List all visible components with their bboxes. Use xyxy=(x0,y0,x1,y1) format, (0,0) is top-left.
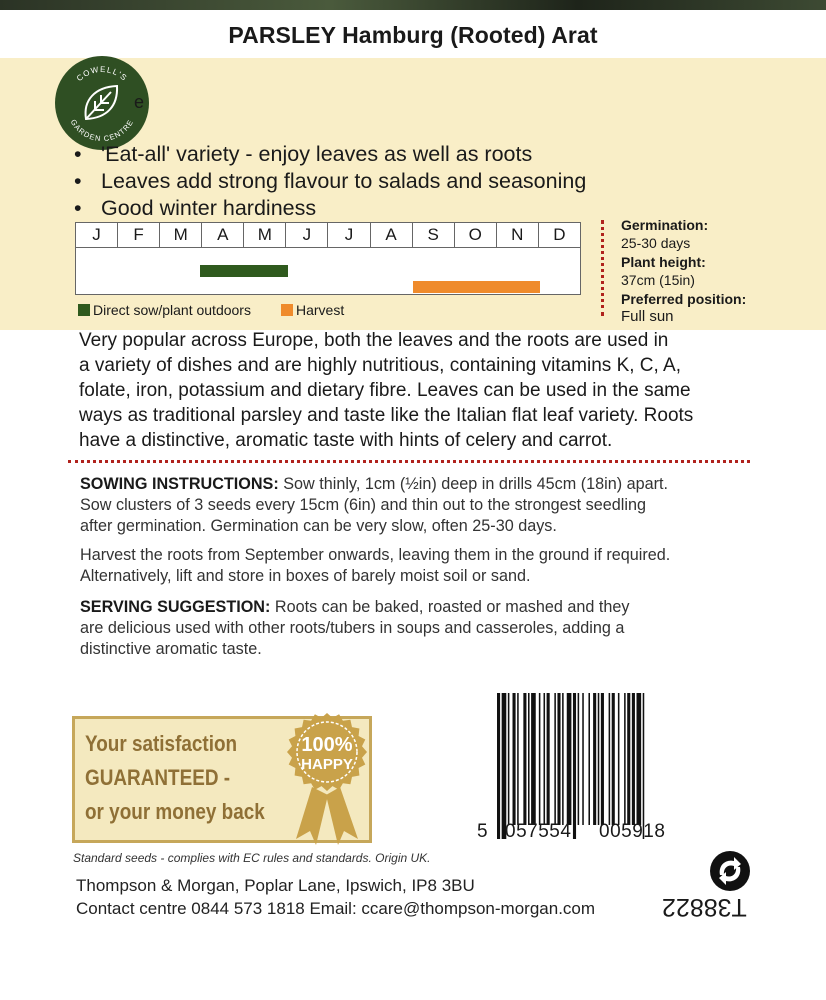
fact-value: 25-30 days xyxy=(621,235,691,251)
fact-label: Preferred position: xyxy=(621,291,747,307)
recycle-icon xyxy=(708,849,752,893)
barcode-bar xyxy=(578,693,580,825)
badge-top-text: COWELL'S xyxy=(74,64,130,84)
svg-text:GARDEN CENTRE xyxy=(69,118,136,143)
barcode-bar xyxy=(593,693,596,825)
harvest-instructions: Harvest the roots from September onwards, leaving them in the ground if required. Alternatively, lift and store in boxes of barely moist soil or sand. xyxy=(80,546,671,585)
month-cell: A xyxy=(202,223,244,247)
fact-value: 37cm (15in) xyxy=(621,272,695,288)
harvest-swatch xyxy=(281,304,293,316)
svg-text:COWELL'S xyxy=(75,65,129,83)
seal-percent: 100% xyxy=(301,734,353,756)
calendar-months xyxy=(76,223,580,248)
feature-list xyxy=(72,141,586,222)
sow-legend-label: Direct sow/plant outdoors xyxy=(93,302,251,318)
month-cell: A xyxy=(371,223,413,247)
month-cell: J xyxy=(328,223,370,247)
guarantee-line: GUARANTEED - xyxy=(85,765,231,790)
sowing-heading: SOWING INSTRUCTIONS: xyxy=(80,475,279,493)
barcode-bar xyxy=(508,693,510,825)
month-cell: D xyxy=(553,225,566,244)
barcode-bar xyxy=(637,693,642,825)
barcode-bar xyxy=(618,693,620,825)
month-cell: F xyxy=(118,223,160,247)
calendar-legend xyxy=(78,302,344,318)
barcode-bar xyxy=(523,693,526,825)
barcode-bar xyxy=(601,693,604,825)
fact-label: Germination: xyxy=(621,217,709,233)
company-address: Thompson & Morgan, Poplar Lane, Ipswich, IP8 3BU xyxy=(76,876,475,895)
barcode-bar xyxy=(502,693,507,839)
barcode-bar xyxy=(562,693,564,825)
serving-suggestion: SERVING SUGGESTION: Roots can be baked, roasted or mashed and they are delicious used with other roots/tubers in soups and casseroles, adding a distinctive aromatic taste. xyxy=(80,598,630,658)
barcode-bar xyxy=(567,693,572,825)
barcode-bar xyxy=(612,693,615,825)
sowing-instructions: SOWING INSTRUCTIONS: Sow thinly, 1cm (½in) deep in drills 45cm (18in) apart. Sow clusters of 3 seeds every 15cm (6in) and thin out to the strongest seedling after germination. Germination can be very slow, often 25-30 days. xyxy=(80,475,669,535)
barcode-bar xyxy=(517,693,519,825)
feature-item: • Leaves add strong flavour to salads and seasoning xyxy=(74,169,587,193)
barcode-bar xyxy=(632,693,635,825)
barcode-bar xyxy=(582,693,584,825)
barcode-bar xyxy=(557,693,560,825)
sow-swatch xyxy=(78,304,90,316)
happy-seal-icon xyxy=(278,707,376,847)
barcode-bar xyxy=(497,693,500,839)
guarantee-line: or your money back xyxy=(85,799,265,824)
month-cell: J xyxy=(76,223,118,247)
month-cell: S xyxy=(413,223,455,247)
month-cell: O xyxy=(455,223,497,247)
leaf-icon xyxy=(86,86,118,119)
serving-heading: SERVING SUGGESTION: xyxy=(80,598,271,616)
guarantee-line: Your satisfaction xyxy=(85,731,238,756)
sowing-calendar xyxy=(75,222,581,295)
barcode-bar xyxy=(547,693,550,825)
dotted-divider-vertical xyxy=(601,220,604,316)
sow-period-bar xyxy=(200,265,288,277)
barcode-bar xyxy=(573,693,576,839)
contact-details: Contact centre 0844 573 1818 Email: ccare@thompson-morgan.com xyxy=(76,899,596,918)
barcode-bar xyxy=(554,693,556,825)
fact-label: Plant height: xyxy=(621,254,706,270)
month-cell: M xyxy=(244,223,286,247)
dotted-divider-horizontal xyxy=(68,460,750,463)
barcode-bar xyxy=(643,693,645,839)
badge-bottom-text: GARDEN CENTRE xyxy=(68,117,136,144)
barcode-bar xyxy=(513,693,516,825)
compliance-note: Standard seeds - complies with EC rules and standards. Origin UK. xyxy=(73,851,431,865)
description: Very popular across Europe, both the leaves and the roots are used in a variety of dishes and are highly nutritious, containing vitamins K, C, A, folate, iron, potassium and dietary fibre. Leaves can be used in the same ways as traditional parsley and taste like the Italian flat leaf variety. Roots have a distinctive, aromatic taste with hints of celery and carrot. xyxy=(79,330,694,451)
fact-value: Full sun xyxy=(621,308,674,325)
feature-item: • Good winter hardiness xyxy=(74,196,317,220)
harvest-legend-label: Harvest xyxy=(295,302,345,318)
partial-heading-text: e xyxy=(134,92,145,112)
feature-item: • 'Eat-all' variety - enjoy leaves as well as roots xyxy=(74,142,533,166)
page-title: PARSLEY Hamburg (Rooted) Arat xyxy=(228,22,598,48)
barcode-bar xyxy=(598,693,600,825)
barcode-bar xyxy=(539,693,541,825)
month-cell: J xyxy=(286,223,328,247)
plant-facts xyxy=(621,216,746,327)
barcode-bar xyxy=(627,693,630,825)
month-cell: N xyxy=(497,223,539,247)
barcode-bar xyxy=(531,693,536,825)
barcode-bar xyxy=(528,693,530,825)
barcode-bar xyxy=(588,693,590,825)
barcode-bar xyxy=(544,693,546,825)
product-code: T38822 xyxy=(662,893,747,921)
seal-happy: HAPPY xyxy=(301,756,353,773)
barcode-bar xyxy=(609,693,611,825)
harvest-period-bar xyxy=(413,281,540,293)
top-photo-strip xyxy=(0,0,826,10)
barcode-bar xyxy=(624,693,626,825)
month-cell: M xyxy=(160,223,202,247)
